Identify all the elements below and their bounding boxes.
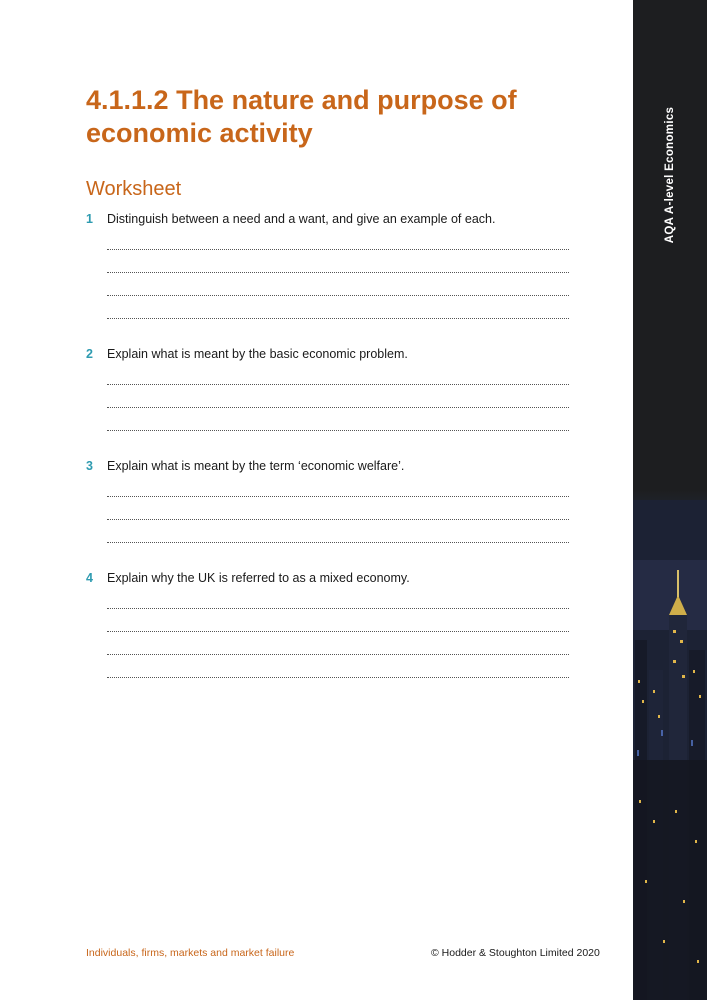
section-title: Worksheet xyxy=(86,178,182,200)
question-text: Explain what is meant by the basic economic problem. xyxy=(107,347,408,361)
question-number: 2 xyxy=(86,347,93,361)
question-text: Explain what is meant by the term ‘economic welfare’. xyxy=(107,459,405,473)
question-3 xyxy=(86,458,586,543)
footer-copyright: © Hodder & Stoughton Limited 2020 xyxy=(431,947,600,959)
side-banner xyxy=(633,0,707,1000)
question-number: 1 xyxy=(86,212,93,226)
answer-line[interactable] xyxy=(107,227,569,250)
answer-line[interactable] xyxy=(107,497,569,520)
answer-line[interactable] xyxy=(107,250,569,273)
answer-line[interactable] xyxy=(107,609,569,632)
course-name: AQA A-level Economics xyxy=(664,106,676,244)
answer-line[interactable] xyxy=(107,296,569,319)
question-2 xyxy=(86,346,586,431)
answer-line[interactable] xyxy=(107,273,569,296)
answer-line[interactable] xyxy=(107,520,569,543)
answer-line[interactable] xyxy=(107,586,569,609)
question-number: 3 xyxy=(86,459,93,473)
answer-line[interactable] xyxy=(107,408,569,431)
answer-line[interactable] xyxy=(107,474,569,497)
footer-topic: Individuals, firms, markets and market failure xyxy=(86,947,295,959)
answer-line[interactable] xyxy=(107,385,569,408)
side-banner-title xyxy=(633,100,707,250)
answer-line[interactable] xyxy=(107,632,569,655)
question-number: 4 xyxy=(86,571,93,585)
answer-line[interactable] xyxy=(107,655,569,678)
page-title: 4.1.1.2 The nature and purpose of economic activity xyxy=(86,85,517,148)
answer-line[interactable] xyxy=(107,362,569,385)
question-text: Distinguish between a need and a want, and give an example of each. xyxy=(107,212,496,226)
question-4 xyxy=(86,570,586,678)
city-skyline-image xyxy=(633,500,707,1000)
question-text: Explain why the UK is referred to as a mixed economy. xyxy=(107,571,410,585)
question-1 xyxy=(86,211,586,319)
